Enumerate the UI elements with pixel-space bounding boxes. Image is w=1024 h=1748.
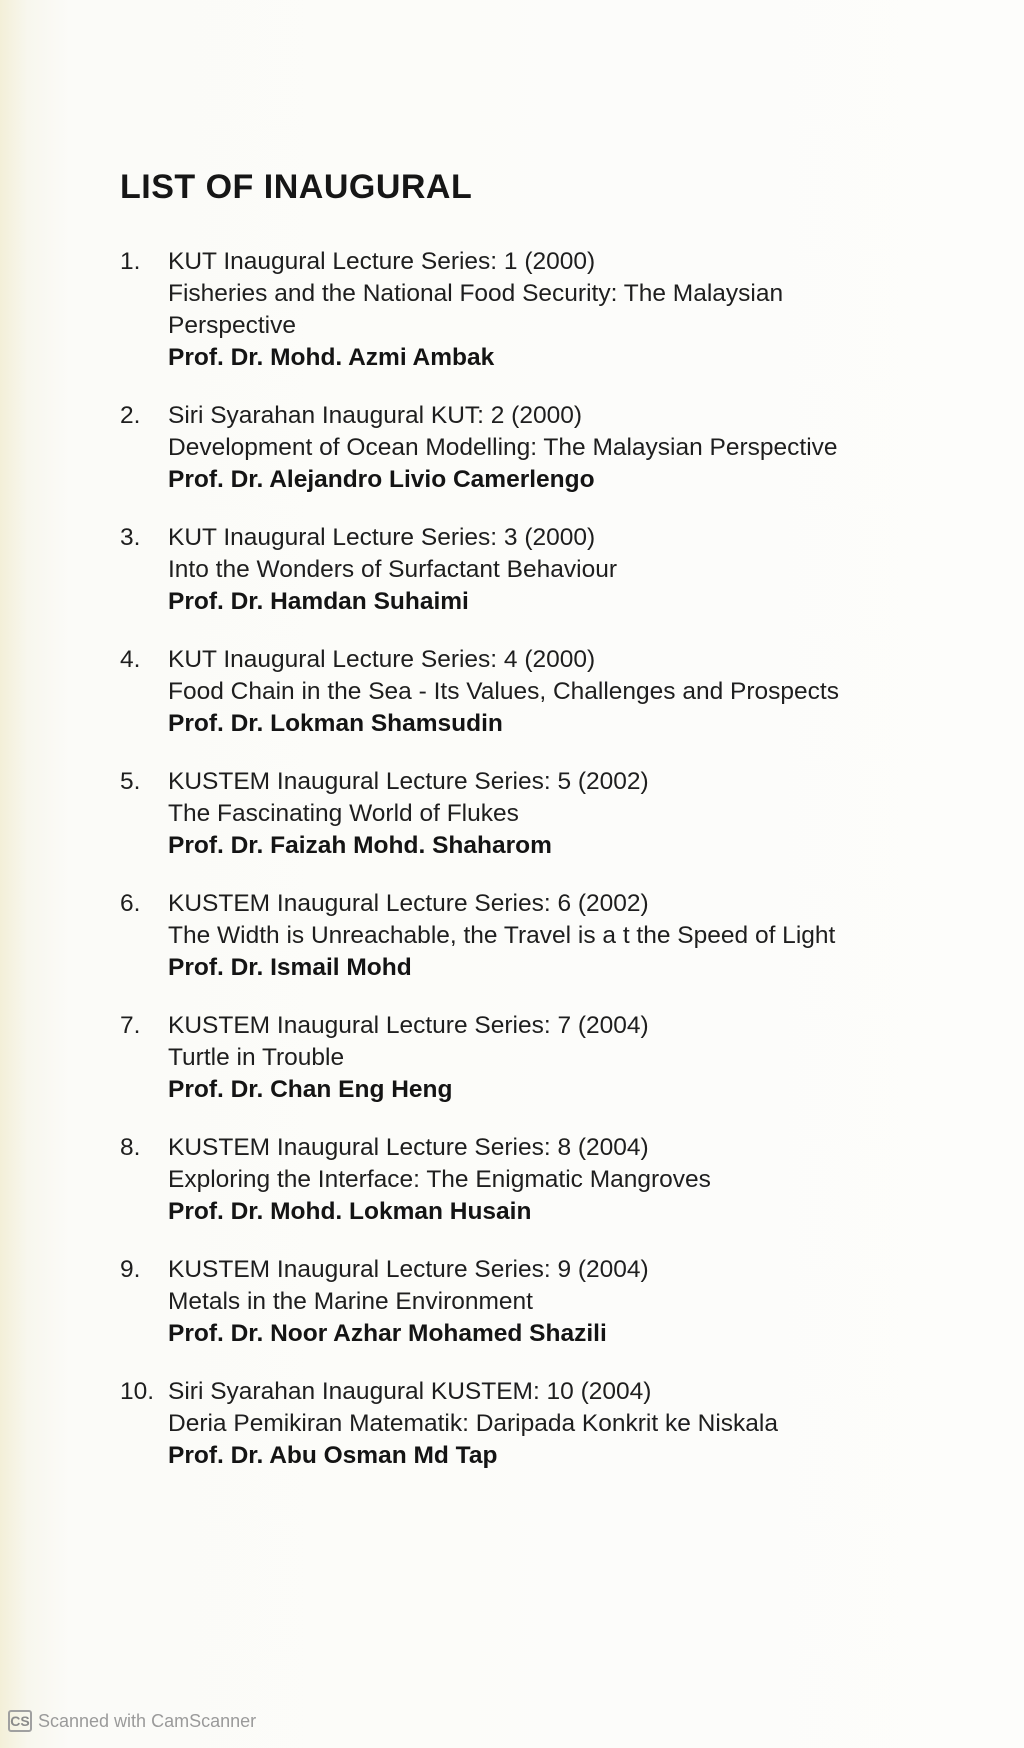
- list-item-number: 6.: [120, 890, 141, 917]
- list-item: [120, 766, 980, 888]
- lecture-topic: Into the Wonders of Surfactant Behaviour: [168, 556, 617, 583]
- lecture-topic: Turtle in Trouble: [168, 1044, 345, 1071]
- lecture-author: Prof. Dr. Abu Osman Md Tap: [168, 1442, 498, 1469]
- list-item-number: 5.: [120, 768, 141, 795]
- list-item-number: 10.: [120, 1378, 155, 1405]
- list-item-number: 9.: [120, 1256, 141, 1283]
- list-item: [120, 1376, 980, 1498]
- lecture-series: KUSTEM Inaugural Lecture Series: 5 (2002): [168, 768, 649, 795]
- lecture-series: KUSTEM Inaugural Lecture Series: 8 (2004): [168, 1134, 649, 1161]
- list-item-number: 1.: [120, 248, 141, 275]
- list-item: [120, 644, 980, 766]
- list-item: [120, 522, 980, 644]
- lecture-author: Prof. Dr. Faizah Mohd. Shaharom: [168, 832, 552, 859]
- lecture-topic: Perspective: [168, 312, 297, 339]
- lecture-topic: Deria Pemikiran Matematik: Daripada Konkrit ke Niskala: [168, 1410, 778, 1437]
- lecture-author: Prof. Dr. Lokman Shamsudin: [168, 710, 503, 737]
- lecture-series: KUT Inaugural Lecture Series: 4 (2000): [168, 646, 596, 673]
- lecture-series: KUT Inaugural Lecture Series: 3 (2000): [168, 524, 596, 551]
- lecture-topic: Fisheries and the National Food Security: The Malaysian: [168, 280, 784, 307]
- lecture-topic: Food Chain in the Sea - Its Values, Challenges and Prospects: [168, 678, 839, 705]
- list-item: [120, 1254, 980, 1376]
- lecture-topic: Metals in the Marine Environment: [168, 1288, 533, 1315]
- lecture-series: Siri Syarahan Inaugural KUT: 2 (2000): [168, 402, 582, 429]
- lecture-author: Prof. Dr. Noor Azhar Mohamed Shazili: [168, 1320, 607, 1347]
- lecture-series: KUSTEM Inaugural Lecture Series: 9 (2004): [168, 1256, 649, 1283]
- lecture-author: Prof. Dr. Mohd. Azmi Ambak: [168, 344, 495, 371]
- list-item-number: 4.: [120, 646, 141, 673]
- lecture-author: Prof. Dr. Chan Eng Heng: [168, 1076, 453, 1103]
- list-item-number: 8.: [120, 1134, 141, 1161]
- lecture-series: Siri Syarahan Inaugural KUSTEM: 10 (2004): [168, 1378, 652, 1405]
- lecture-topic: Development of Ocean Modelling: The Malaysian Perspective: [168, 434, 838, 461]
- list-item: [120, 1010, 980, 1132]
- lecture-topic: The Fascinating World of Flukes: [168, 800, 519, 827]
- list-item-number: 2.: [120, 402, 141, 429]
- list-item-number: 7.: [120, 1012, 141, 1039]
- camscanner-logo-icon: CS: [8, 1710, 32, 1732]
- lecture-author: Prof. Dr. Mohd. Lokman Husain: [168, 1198, 532, 1225]
- inaugural-lecture-list: [120, 246, 980, 1498]
- lecture-author: Prof. Dr. Alejandro Livio Camerlengo: [168, 466, 595, 493]
- lecture-series: KUSTEM Inaugural Lecture Series: 6 (2002): [168, 890, 649, 917]
- list-item: [120, 400, 980, 522]
- lecture-author: Prof. Dr. Hamdan Suhaimi: [168, 588, 469, 615]
- lecture-topic: Exploring the Interface: The Enigmatic Mangroves: [168, 1166, 711, 1193]
- lecture-series: KUT Inaugural Lecture Series: 1 (2000): [168, 248, 596, 275]
- list-item: [120, 888, 980, 1010]
- page-title: LIST OF INAUGURAL: [120, 168, 473, 206]
- lecture-topic: The Width is Unreachable, the Travel is a t the Speed of Light: [168, 922, 836, 949]
- watermark-text: Scanned with CamScanner: [38, 1710, 257, 1731]
- scanner-watermark: [8, 1710, 256, 1732]
- list-item: [120, 246, 980, 400]
- list-item-number: 3.: [120, 524, 141, 551]
- lecture-author: Prof. Dr. Ismail Mohd: [168, 954, 412, 981]
- lecture-series: KUSTEM Inaugural Lecture Series: 7 (2004): [168, 1012, 649, 1039]
- list-item: [120, 1132, 980, 1254]
